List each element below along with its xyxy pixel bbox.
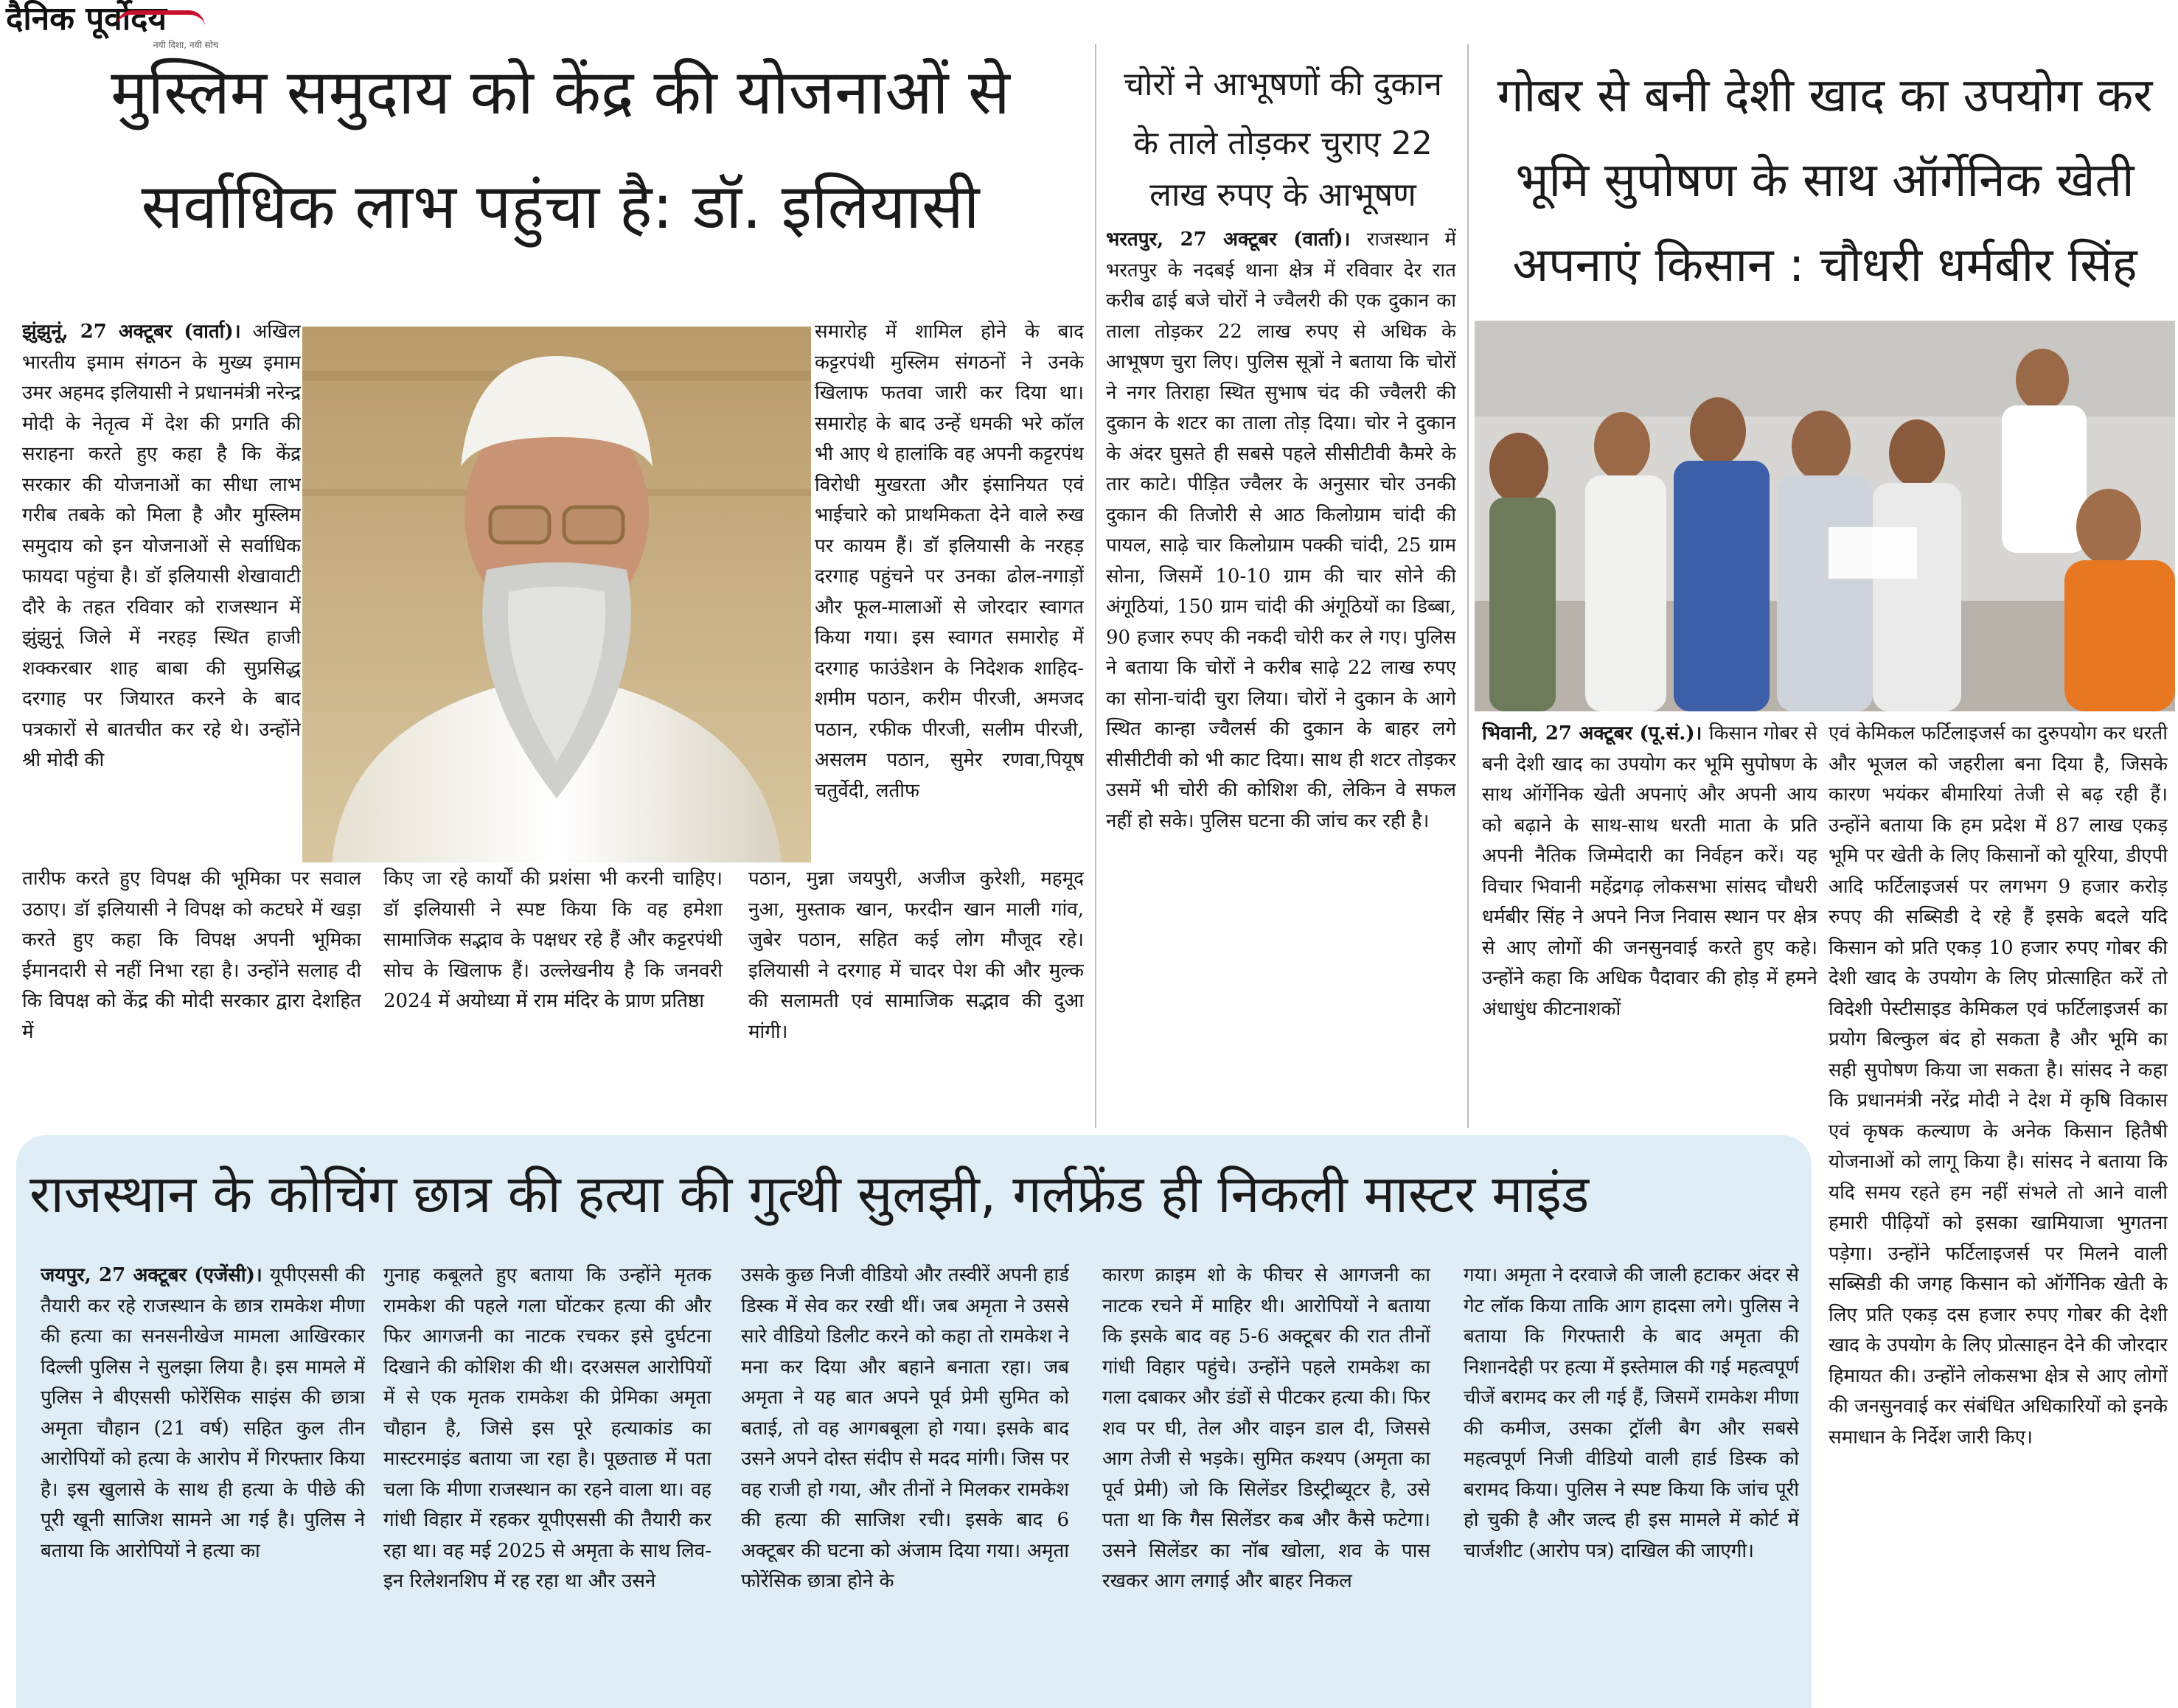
article1-dateline: झुंझुनूं, 27 अक्टूबर (वार्ता)। [22,321,253,343]
article4-col3 [741,1261,1069,1708]
article1-col1-bottom [22,864,361,1166]
article1-photo-imam [302,327,811,862]
article2-headline-line2: के ताले तोड़कर चुराए 22 [1133,125,1433,162]
article4-col2 [383,1261,711,1708]
masthead-tagline: नयी दिशा, नयी सोच [153,40,219,50]
masthead-logo: दैनिक पूर्वोदय [6,0,167,38]
article1-headline-line1: मुस्लिम समुदाय को केंद्र की योजनाओं से [111,56,1010,128]
meeting-photo-icon [1475,321,2175,711]
article4-col1 [41,1261,365,1708]
article1-col1-bottom-text: तारीफ करते हुए विपक्ष की भूमिका पर सवाल उठाए। डॉ इलियासी ने विपक्ष को कटघरे में खड़ा करते हुए कहा कि विपक्ष अपनी भूमिका ईमानदारी से नहीं निभा रहा है। उन्होंने सलाह दी कि विपक्ष को केंद्र की मोदी सरकार द्वारा देशहित में [22,868,361,1043]
article1-headline-line2: सर्वाधिक लाभ पहुंचा है: डॉ. इलियासी [141,170,980,243]
article4-headline: राजस्थान के कोचिंग छात्र की हत्या की गुत्थी सुलझी, गर्लफ्रेंड ही निकली मास्टर माइंड [29,1164,1590,1224]
article1-col2-bottom-text: किए जा रहे कार्यों की प्रशंसा भी करनी चाहिए। डॉ इलियासी ने स्पष्ट किया कि वह हमेशा सामाजिक सद्भाव के पक्षधर रहे हैं और कट्टरपंथी सोच के खिलाफ हैं। उल्लेखनीय है कि जनवरी 2024 में अयोध्या में राम मंदिर के प्राण प्रतिष्ठा [383,868,723,1012]
article4-col4-text: कारण क्राइम शो के फीचर से आगजनी का नाटक रचने में माहिर थी। आरोपियों ने बताया कि इसके बाद वह 5-6 अक्टूबर की रात तीनों गांधी विहार पहुंचे। उन्होंने पहले रामकेश का गला दबाकर और डंडों से पीटकर हत्या की। फिर शव पर घी, तेल और वाइन डाल दी, जिससे आग तेजी से भड़के। सुमित कश्यप (अमृता का पूर्व प्रेमी) जो कि सिलेंडर डिस्ट्रीब्यूटर है, उसे पता था कि गैस सिलेंडर कब और कैसे फटेगा। उसने सिलेंडर का नॉब खोला, शव के पास रखकर आग लगाई और बाहर निकल [1102,1264,1430,1592]
article1-col3-bottom [748,864,1084,1166]
article3-headline-line1: गोबर से बनी देशी खाद का उपयोग कर [1497,69,2153,123]
article3-col1-text: किसान गोबर से बनी देशी खाद का उपयोग कर भूमि सुपोषण के साथ ऑर्गेनिक खेती अपनाएं और अपनी आय को बढ़ाने के साथ-साथ धरती माता के प्रति अपनी नैतिक जिम्मेदारी का निर्वहन करें। यह विचार भिवानी महेंद्रगढ़ लोकसभा सांसद चौधरी धर्मबीर सिंह ने अपने निज निवास स्थान पर क्षेत्र से आए लोगों की जनसुनवाई करते हुए कहे। उन्होंने कहा कि अधिक पैदावार की होड़ में हमने अंधाधुंध कीटनाशकों [1482,722,1817,1020]
column-rule [1095,44,1096,1128]
article4-col5 [1464,1261,1799,1708]
article4-col5-text: गया। अमृता ने दरवाजे की जाली हटाकर अंदर से गेट लॉक किया ताकि आग हादसा लगे। पुलिस ने बताया कि गिरफ्तारी के बाद अमृता की निशानदेही पर हत्या में इस्तेमाल की गई महत्वपूर्ण चीजें बरामद कर ली गई हैं, जिसमें रामकेश मीणा की कमीज, उसका ट्रॉली बैग और सबसे महत्वपूर्ण निजी वीडियो वाली हार्ड डिस्क को बरामद किया। पुलिस ने स्पष्ट किया कि जांच पूरी हो चुकी है और जल्द ही इस मामले में कोर्ट में चार्जशीट (आरोप पत्र) दाखिल की जाएगी। [1464,1264,1799,1562]
article1-col3-top [815,317,1084,859]
article3-col2 [1829,719,2168,1707]
column-rule [1467,44,1469,1128]
article3-dateline: भिवानी, 27 अक्टूबर (पू.सं.)। [1482,722,1709,745]
article1-col2-bottom [383,864,723,1166]
article3-headline-line3: अपनाएं किसान : चौधरी धर्मबीर सिंह [1512,238,2137,293]
masthead-red-swash [116,10,205,27]
article4-dateline: जयपुर, 27 अक्टूबर (एजेंसी)। [41,1264,270,1286]
article1-col3-bottom-text: पठान, मुन्ना जयपुरी, अजीज कुरेशी, महमूद नुआ, मुस्ताक खान, फरदीन खान माली गांव, जुबेर पठान, सहित कई लोग मौजूद रहे। इलियासी ने दरगाह में चादर पेश की और मुल्क की सलामती एवं सामाजिक सद्भाव की दुआ मांगी। [748,868,1084,1043]
imam-portrait-icon [302,327,811,862]
article2-headline-line1: चोरों ने आभूषणों की दुकान [1124,66,1442,103]
article4-col3-text: उसके कुछ निजी वीडियो और तस्वीरें अपनी हार्ड डिस्क में सेव कर रखी थीं। जब अमृता ने उससे सारे वीडियो डिलीट करने को कहा तो रामकेश ने मना कर दिया और बहाने बनाता रहा। जब अमृता ने यह बात अपने पूर्व प्रेमी सुमित को बताई, तो वह आगबबूला हो गया। इसके बाद उसने अपने दोस्त संदीप से मदद मांगी। जिस पर वह राजी हो गया, और तीनों ने मिलकर रामकेश की हत्या की साजिश रची। इसके बाद 6 अक्टूबर की घटना को अंजाम दिया गया। अमृता फोरेंसिक छात्रा होने के [741,1264,1069,1592]
article2-headline-line3: लाख रुपए के आभूषण [1149,176,1416,214]
article1-col1-top [22,317,301,859]
article2-body-text: राजस्थान में भरतपुर के नदबई थाना क्षेत्र में रविवार देर रात करीब ढाई बजे चोरों ने ज्वैलरी की एक दुकान का ताला तोड़कर 22 लाख रुपए से अधिक के आभूषण चुरा लिए। पुलिस सूत्रों ने बताया कि चोरों ने नगर तिराहा स्थित सुभाष चंद की ज्वैलरी की दुकान के शटर का ताला तोड़ दिया। चोर ने दुकान के अंदर घुसते ही सबसे पहले सीसीटीवी कैमरे के तार काटे। पीड़ित ज्वैलर के अनुसार चोर उनकी दुकान की तिजोरी से आठ किलोग्राम चांदी की पायल, साढ़े चार किलोग्राम पक्की चांदी, 25 ग्राम सोना, जिसमें 10-10 ग्राम की चार सोने की अंगूठियां, 150 ग्राम चांदी की अंगूठियों का डिब्बा, 90 हजार रुपए की नकदी चोरी कर ले गए। पुलिस ने बताया कि चोरों ने करीब साढ़े 22 लाख रुपए का सोना-चांदी चुरा लिया। चोरों ने दुकान के आगे स्थित कान्हा ज्वैलर्स की दुकान के बाहर लगे सीसीटीवी को भी काट दिया। साथ ही शटर तोड़कर उसमें भी चोरी की कोशिश की, लेकिन वे सफल नहीं हो सके। पुलिस घटना की जांच कर रही है। [1106,229,1456,832]
article1-col1-top-text: अखिल भारतीय इमाम संगठन के मुख्य इमाम उमर अहमद इलियासी ने प्रधानमंत्री नरेन्द्र मोदी के नेतृत्व में देश की प्रगति की सराहना करते हुए कहा है कि केंद्र सरकार की योजनाओं का सीधा लाभ गरीब तबके को मिला है और मुस्लिम समुदाय को इन योजनाओं से सर्वाधिक फायदा पहुंचा है। डॉ इलियासी शेखावाटी दौरे के तहत रविवार को राजस्थान में झुंझुनूं जिले में नरहड़ स्थित हाजी शक्करबार शाह बाबा की सुप्रसिद्ध दरगाह पर जियारत करने के बाद पत्रकारों से बातचीत कर रहे थे। उन्होंने श्री मोदी की [22,321,301,771]
article2-body [1106,225,1456,1128]
article1-col3-top-text: समारोह में शामिल होने के बाद कट्टरपंथी मुस्लिम संगठनों ने उनके खिलाफ फतवा जारी कर दिया था। समारोह के बाद उन्हें धमकी भरे कॉल भी आए थे हालांकि वह अपनी कट्टरपंथ विरोधी मुखरता और इंसानियत एवं भाईचारे को प्राथमिकता देने वाले रुख पर कायम हैं। डॉ इलियासी के नरहड़ दरगाह पहुंचने पर उनका ढोल-नगाड़ों और फूल-मालाओं से जोरदार स्वागत किया गया। इस स्वागत समारोह में दरगाह फाउंडेशन के निदेशक शाहिद-शमीम पठान, करीम पीरजी, अमजद पठान, रफीक पीरजी, सलीम पीरजी, असलम पठान, सुमेर रणवा,पियूष चतुर्वेदी, लतीफ [815,321,1084,802]
article4-col1-text: यूपीएससी की तैयारी कर रहे राजस्थान के छात्र रामकेश मीणा की हत्या का सनसनीखेज मामला आखिरकार दिल्ली पुलिस ने सुलझा लिया है। इस मामले में पुलिस ने बीएससी फोरेंसिक साइंस की छात्रा अमृता चौहान (21 वर्ष) सहित कुल तीन आरोपियों को हत्या के आरोप में गिरफ्तार किया है। इस खुलासे के साथ ही हत्या के पीछे की पूरी खूनी साजिश सामने आ गई है। पुलिस ने बताया कि आरोपियों ने हत्या का [41,1264,365,1562]
article4-col2-text: गुनाह कबूलते हुए बताया कि उन्होंने मृतक रामकेश की पहले गला घोंटकर हत्या की और फिर आगजनी का नाटक रचकर इसे दुर्घटना दिखाने की कोशिश की थी। दरअसल आरोपियों में से एक मृतक रामकेश की प्रेमिका अमृता चौहान है, जिसे इस पूरे हत्याकांड का मास्टरमाइंड बताया जा रहा है। पूछताछ में पता चला कि मीणा राजस्थान का रहने वाला था। वह गांधी विहार में रहकर यूपीएससी की तैयारी कर रहा था। वह मई 2025 से अमृता के साथ लिव-इन रिलेशनशिप में रह रहा था और उसने [383,1264,711,1592]
article4-col4 [1102,1261,1430,1708]
article3-photo-meeting [1475,321,2175,711]
article3-col1 [1482,719,1817,1132]
article3-col2-text: एवं केमिकल फर्टिलाइजर्स का दुरुपयोग कर धरती और भूजल को जहरीला बना दिया है, जिसके कारण भयंकर बीमारियां तेजी से बढ़ रही हैं। उन्होंने बताया कि हम प्रदेश में 87 लाख एकड़ भूमि पर खेती के लिए किसानों को यूरिया, डीएपी आदि फर्टिलाइजर्स पर लगभग 9 हजार करोड़ रुपए की सब्सिडी दे रहे हैं इसके बदले यदि किसान को प्रति एकड़ 10 हजार रुपए गोबर की देशी खाद के उपयोग के लिए प्रोत्साहित करें तो विदेशी पेस्टीसाइड केमिकल एवं फर्टिलाइजर्स का प्रयोग बिल्कुल बंद हो सकता है और भूमि का सही सुपोषण किया जा सकता है। सांसद ने कहा कि प्रधानमंत्री नरेंद्र मोदी ने देश में कृषि विकास एवं कृषक कल्याण के अनेक किसान हितैषी योजनाओं को लागू किया है। सांसद ने बताया कि यदि समय रहते हम नहीं संभले तो आने वाली हमारी पीढ़ियों को इसका खामियाजा भुगतना पड़ेगा। उन्होंने फर्टिलाइजर्स पर मिलने वाली सब्सिडी की जगह किसान को ऑर्गेनिक खेती के लिए प्रति एकड़ दस हजार रुपए गोबर की देशी खाद के उपयोग के लिए प्रोत्साहन देने की जोरदार हिमायत की। उन्होंने लोकसभा क्षेत्र से आए लोगों की जनसुनवाई कर संबंधित अधिकारियों को इनके समाधान के निर्देश जारी किए। [1829,722,2168,1449]
article2-dateline: भरतपुर, 27 अक्टूबर (वार्ता)। [1106,229,1367,251]
article3-headline-line2: भूमि सुपोषण के साथ ऑर्गेनिक खेती [1515,153,2134,208]
